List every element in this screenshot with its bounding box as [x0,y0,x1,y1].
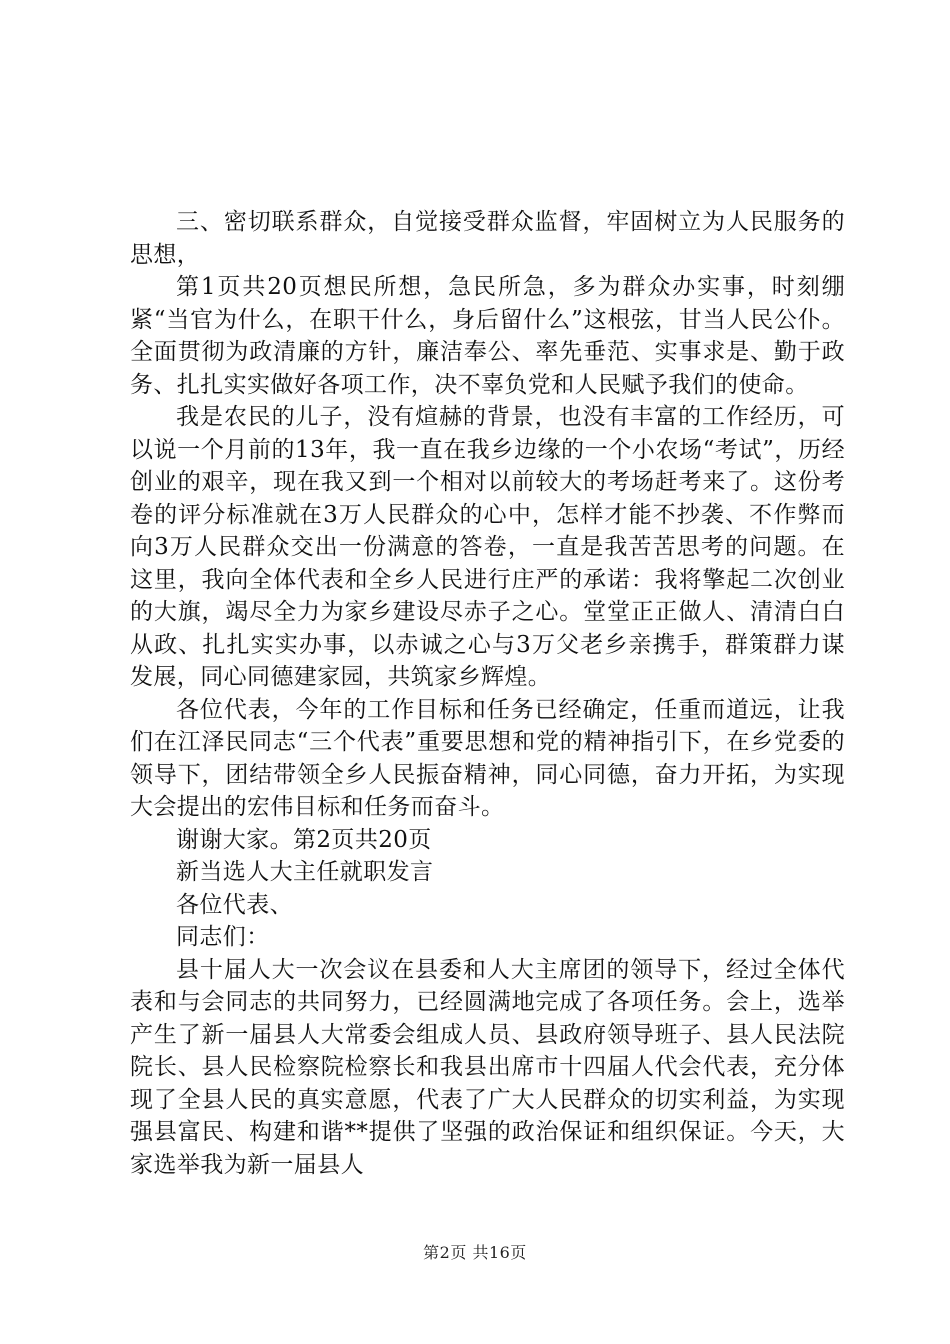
paragraph-congress-summary: 县十届人大一次会议在县委和人大主席团的领导下，经过全体代表和与会同志的共同努力，已经圆满地完成了各项任务。会上，选举产生了新一届县人大常委会组成人员、县政府领导班子、县人民法院院长、县人民检察院检察长和我县出席市十四届人代会代表，充分体现了全县人民的真实意愿，代表了广大人民群众的切实利益，为实现强县富民、构建和谐**提供了坚强的政治保证和组织保证。今天，大家选举我为新一届县人 [130,956,845,1178]
speech-title: 新当选人大主任就职发言 [176,859,434,885]
paragraph-section-three: 三、密切联系群众，自觉接受群众监督，牢固树立为人民服务的思想， [130,209,845,268]
paragraph-thanks: 谢谢大家。第2页共20页 [176,826,432,853]
paragraph-farmer-son: 我是农民的儿子，没有煊赫的背景，也没有丰富的工作经历，可以说一个月前的13年，我一直在我乡边缘的一个小农场“考试”，历经创业的艰辛，现在我又到一个相对以前较大的考场赶考来了。这份考卷的评分标准就在3万人民群众的心中，怎样才能不抄袭、不作弊而向3万人民群众交出一份满意的答卷，一直是我苦苦思考的问题。在这里，我向全体代表和全乡人民进行庄严的承诺：我将擎起二次创业的大旗，竭尽全力为家乡建设尽赤子之心。堂堂正正做人、清清白白从政、扎扎实实办事，以赤诚之心与3万父老乡亲携手，群策群力谋发展，同心同德建家园，共筑家乡辉煌。 [130,404,845,690]
document-body [130,206,845,1181]
paragraph-call-to-action: 各位代表，今年的工作目标和任务已经确定，任重而道远，让我们在江泽民同志“三个代表”重要思想和党的精神指引下，在乡党委的领导下，团结带领全乡人民振奋精神，同心同德，奋力开拓，为实现大会提出的宏伟目标和任务而奋斗。 [130,696,845,820]
paragraph-serve-people: 第1页共20页想民所想，急民所急，多为群众办实事，时刻绷紧“当官为什么，在职干什么，身后留什么”这根弦，甘当人民公仆。全面贯彻为政清廉的方针，廉洁奉公、率先垂范、实事求是、勤于政务、扎扎实实做好各项工作，决不辜负党和人民赋予我们的使命。 [130,274,845,398]
salutation-delegates: 各位代表、 [176,891,293,918]
salutation-comrades: 同志们： [176,924,270,950]
page-footer: 第2页 共16页 [423,1243,527,1262]
